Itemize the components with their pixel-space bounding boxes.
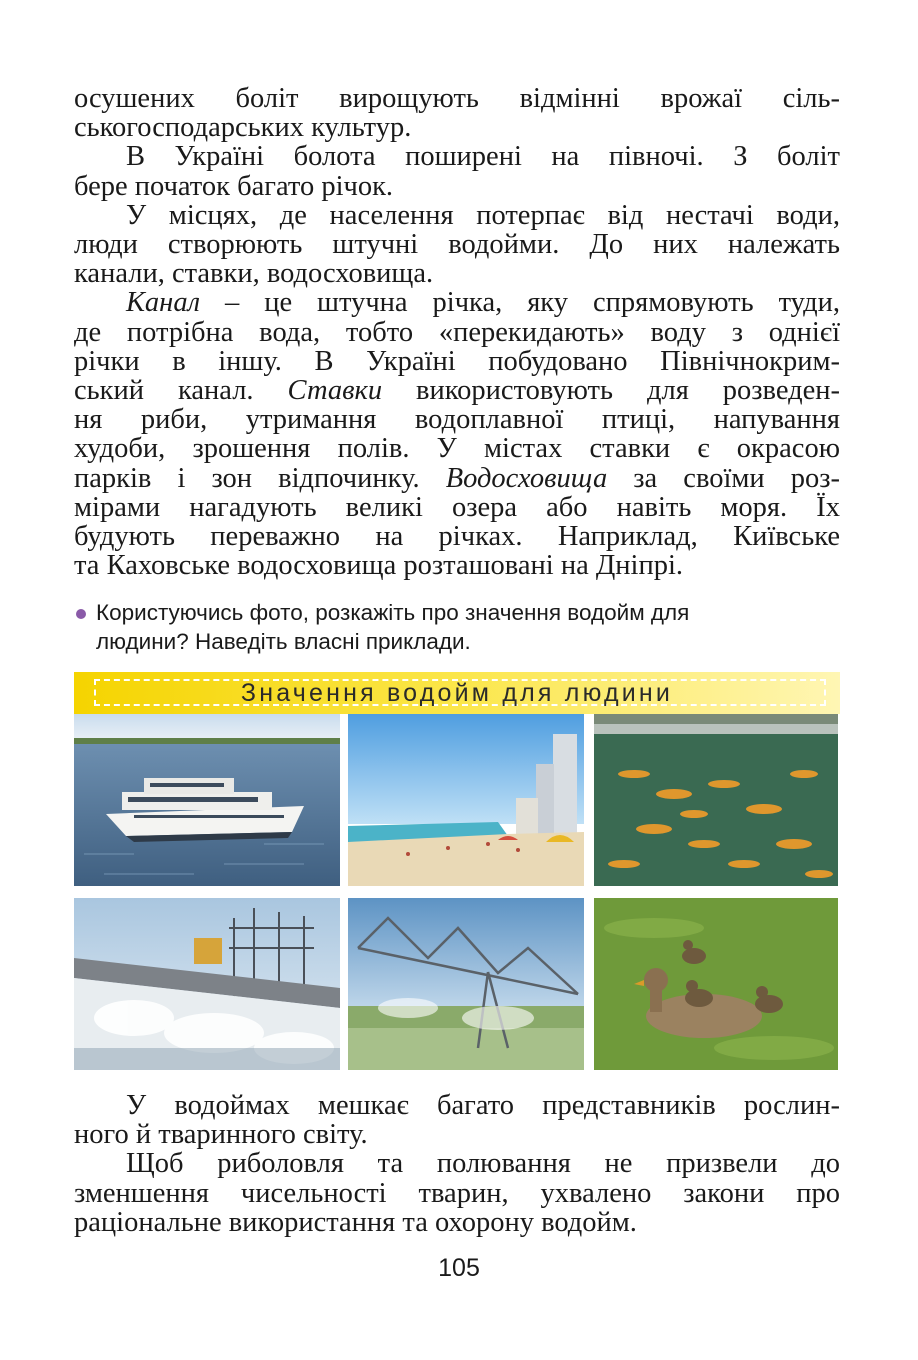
text-line: худоби, зрошення полів. У містах ставки є окрасою [74,433,840,465]
text-line: У водоймах мешкає багато представників рослин- [126,1090,840,1121]
text-line: В Україні болота поширені на півночі. З боліт [126,141,840,173]
text-line: ня риби, утримання водоплавної птиці, напування [74,404,840,436]
text-line: мірами нагадують великі озера або навіть моря. Їх [74,491,840,523]
text-line: Канал – це штучна річка, яку спрямовують туди, [126,287,840,319]
text-line: де потрібна вода, тобто «перекидають» воду з однієї [74,316,840,348]
question-block [74,598,840,656]
text-line: осушених боліт вирощують відмінні врожаї сіль- [74,83,840,114]
question-line: людини? Наведіть власні приклади. [96,629,471,654]
term-ponds: Ставки [287,375,383,407]
text-line: будують переважно на річках. Наприклад, Київське [74,521,840,553]
page-number: 105 [438,1254,480,1282]
text-line: бере початок багато річок. [74,170,394,202]
text-line: ного й тваринного світу. [74,1119,368,1151]
term-canal: Канал [126,287,200,319]
text-line: ський канал. Ставки використовують для розведен- [74,375,840,407]
text-line: зменшення чисельності тварин, ухвалено закони про [74,1177,840,1209]
text-line: канали, ставки, водосховища. [74,258,434,290]
text-line: та Каховське водосховища розташовані на Дніпрі. [74,550,684,582]
photo-river-boat [74,714,340,886]
photo-hydroelectric-dam [74,898,340,1070]
text-line: раціональне використання та охорону водойм. [74,1206,637,1238]
photo-irrigation-sprinkler [348,898,584,1070]
question-line: Користуючись фото, розкажіть про значення водойм для [96,600,690,625]
top-paragraphs [74,84,840,580]
text-line: Щоб риболовля та полювання не призвели до [126,1148,840,1180]
photo-fish-pond [594,714,838,886]
photo-sea-beach [348,714,584,886]
term-reservoirs: Водосховища [445,462,608,494]
text-line: У місцях, де населення потерпає від нестачі води, [126,199,840,231]
text-line: люди створюють штучні водойми. До них належать [74,229,840,261]
text-line: парків і зон відпочинку. Водосховища за своїми роз- [74,462,840,494]
photo-ducks-on-water [594,898,838,1070]
text-line: річки в іншу. В Україні побудовано Північнокрим- [74,345,840,377]
bullet-icon [76,609,86,619]
text-line: ськогосподарських культур. [74,112,412,144]
section-banner [74,672,840,714]
banner-title: Значення водойм для людини [240,679,674,707]
bottom-paragraphs [74,1091,840,1237]
